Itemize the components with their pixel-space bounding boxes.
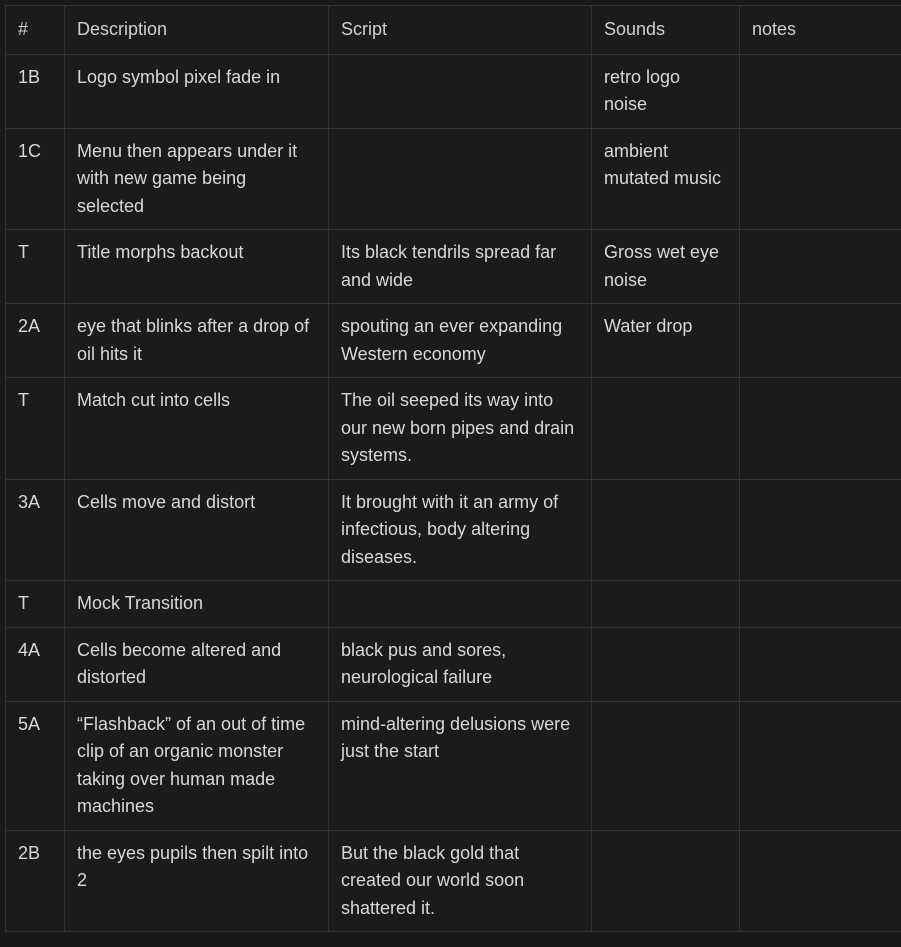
column-header-script[interactable]: Script	[329, 6, 592, 55]
table-row	[6, 378, 901, 480]
cell-sounds[interactable]	[592, 830, 740, 932]
table-row	[6, 54, 901, 128]
cell-notes[interactable]	[740, 304, 901, 378]
cell-sounds[interactable]	[592, 378, 740, 480]
cell-sounds[interactable]	[592, 701, 740, 830]
cell-description[interactable]: Cells become altered and distorted	[65, 627, 329, 701]
table-header-row	[6, 6, 901, 55]
table-row	[6, 581, 901, 628]
table-row	[6, 304, 901, 378]
cell-notes[interactable]	[740, 830, 901, 932]
cell-number[interactable]: 3A	[6, 479, 65, 581]
column-header-description[interactable]: Description	[65, 6, 329, 55]
table-body	[6, 54, 901, 932]
column-header-number[interactable]: #	[6, 6, 65, 55]
cell-sounds[interactable]: Gross wet eye noise	[592, 230, 740, 304]
cell-number[interactable]: 2B	[6, 830, 65, 932]
table-row	[6, 479, 901, 581]
cell-script[interactable]	[329, 54, 592, 128]
cell-script[interactable]	[329, 128, 592, 230]
cell-number[interactable]: 1C	[6, 128, 65, 230]
cell-description[interactable]: Title morphs backout	[65, 230, 329, 304]
cell-sounds[interactable]: retro logo noise	[592, 54, 740, 128]
cell-notes[interactable]	[740, 581, 901, 628]
cell-notes[interactable]	[740, 230, 901, 304]
cell-script[interactable]: It brought with it an army of infectious, body altering diseases.	[329, 479, 592, 581]
cell-script[interactable]: black pus and sores, neurological failure	[329, 627, 592, 701]
table-row	[6, 627, 901, 701]
cell-description[interactable]: Menu then appears under it with new game being selected	[65, 128, 329, 230]
cell-description[interactable]: Match cut into cells	[65, 378, 329, 480]
cell-sounds[interactable]	[592, 627, 740, 701]
table-row	[6, 701, 901, 830]
cell-description[interactable]: Cells move and distort	[65, 479, 329, 581]
cell-number[interactable]: 2A	[6, 304, 65, 378]
table-row	[6, 230, 901, 304]
cell-description[interactable]: “Flashback” of an out of time clip of an organic monster taking over human made machines	[65, 701, 329, 830]
cell-script[interactable]: But the black gold that created our world soon shattered it.	[329, 830, 592, 932]
cell-notes[interactable]	[740, 128, 901, 230]
cell-notes[interactable]	[740, 54, 901, 128]
cell-notes[interactable]	[740, 479, 901, 581]
cell-number[interactable]: T	[6, 581, 65, 628]
cell-notes[interactable]	[740, 627, 901, 701]
script-table-container	[5, 5, 901, 932]
cell-sounds[interactable]: ambient mutated music	[592, 128, 740, 230]
cell-number[interactable]: T	[6, 378, 65, 480]
cell-sounds[interactable]: Water drop	[592, 304, 740, 378]
column-header-sounds[interactable]: Sounds	[592, 6, 740, 55]
cell-description[interactable]: eye that blinks after a drop of oil hits it	[65, 304, 329, 378]
script-table	[5, 5, 901, 932]
cell-sounds[interactable]	[592, 479, 740, 581]
cell-number[interactable]: 1B	[6, 54, 65, 128]
cell-number[interactable]: 4A	[6, 627, 65, 701]
column-header-notes[interactable]: notes	[740, 6, 901, 55]
cell-script[interactable]	[329, 581, 592, 628]
cell-description[interactable]: Mock Transition	[65, 581, 329, 628]
cell-number[interactable]: 5A	[6, 701, 65, 830]
cell-script[interactable]: The oil seeped its way into our new born pipes and drain systems.	[329, 378, 592, 480]
table-row	[6, 830, 901, 932]
cell-description[interactable]: Logo symbol pixel fade in	[65, 54, 329, 128]
cell-description[interactable]: the eyes pupils then spilt into 2	[65, 830, 329, 932]
cell-script[interactable]: Its black tendrils spread far and wide	[329, 230, 592, 304]
cell-number[interactable]: T	[6, 230, 65, 304]
cell-sounds[interactable]	[592, 581, 740, 628]
table-row	[6, 128, 901, 230]
cell-notes[interactable]	[740, 378, 901, 480]
cell-notes[interactable]	[740, 701, 901, 830]
cell-script[interactable]: spouting an ever expanding Western economy	[329, 304, 592, 378]
cell-script[interactable]: mind-altering delusions were just the start	[329, 701, 592, 830]
